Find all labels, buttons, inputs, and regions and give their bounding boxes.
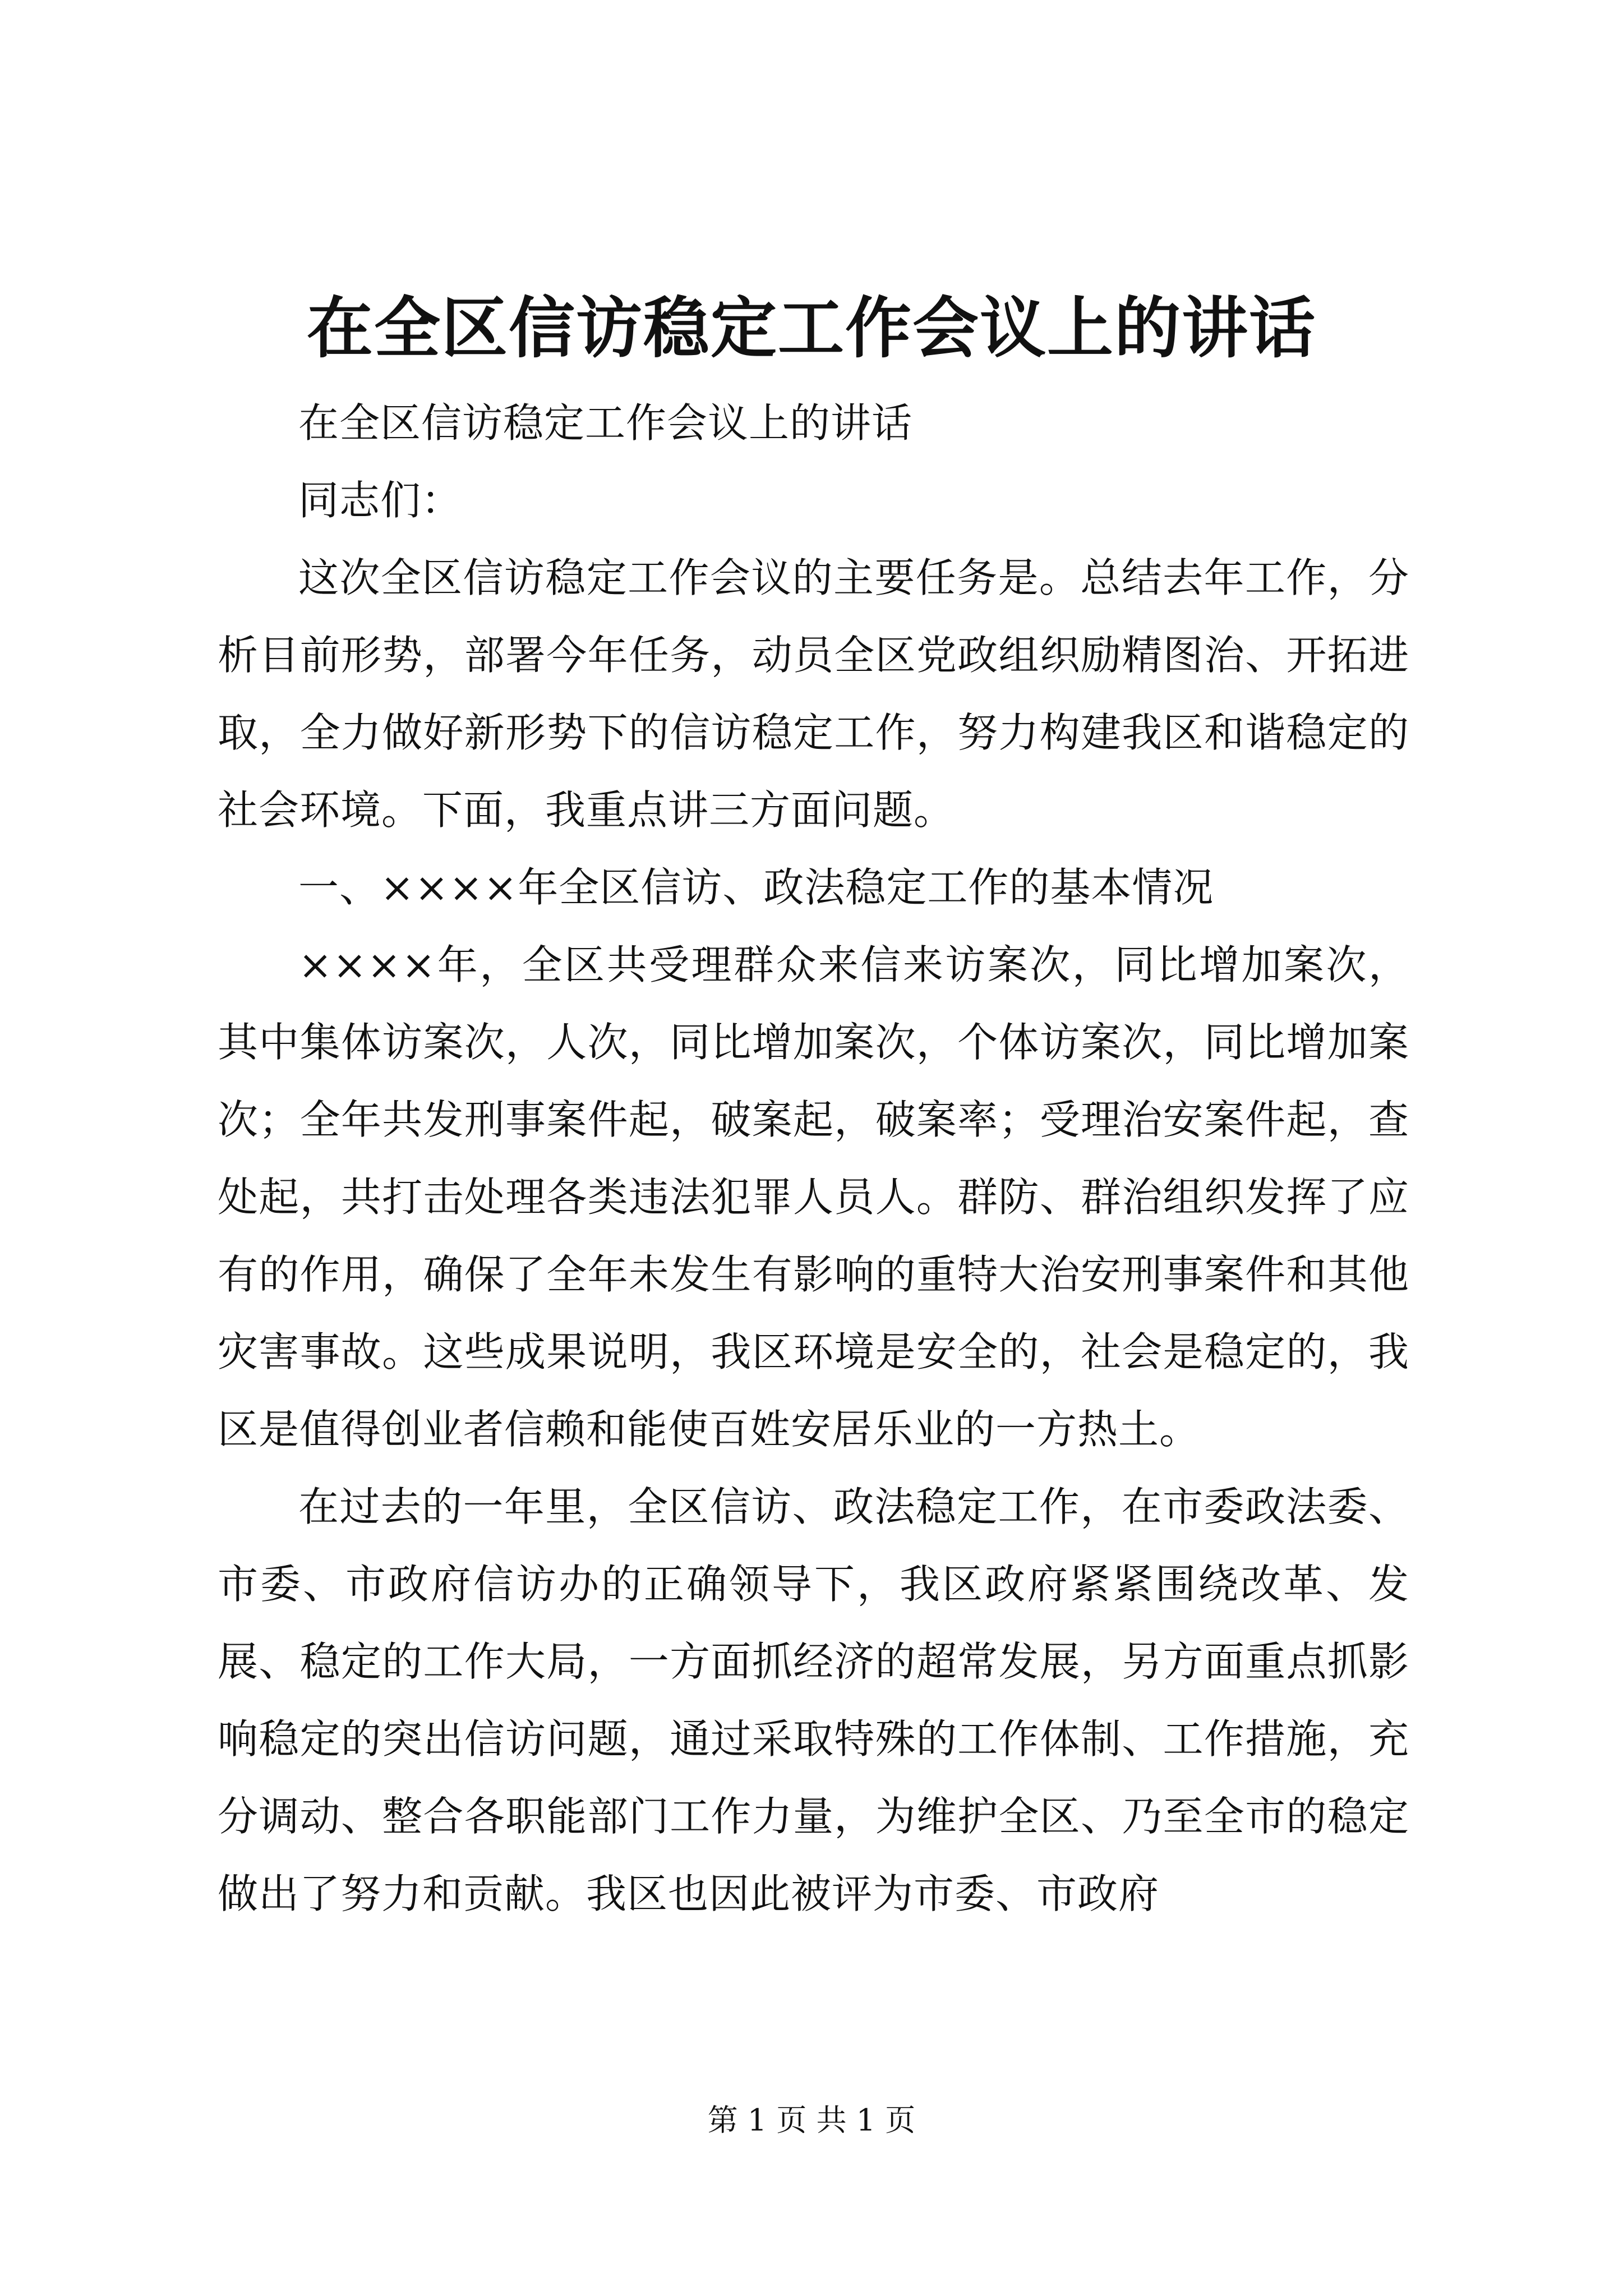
document-title: 在全区信访稳定工作会议上的讲话 <box>306 289 1316 367</box>
salutation-paragraph: 同志们： <box>298 477 463 524</box>
section-heading: 一、××××年全区信访、政法稳定工作的基本情况 <box>298 864 1214 911</box>
body-paragraph: ××××年，全区共受理群众来信来访案次，同比增加案次，其中集体访案次，人次，同比增加案次，个体访案次，同比增加案次；全年共发刑事案件起，破案起，破案率；受理治安案件起，查处起，共打击处理各类违法犯罪人员人。群防、群治组织发挥了应有的作用，确保了全年未发生有影响的重特大治安刑事案件和其他灾害事故。这些成果说明，我区环境是安全的，社会是稳定的，我区是值得创业者信赖和能使百姓安居乐业的一方热土。 <box>218 941 1409 1453</box>
subtitle-paragraph: 在全区信访稳定工作会议上的讲话 <box>298 399 913 447</box>
document-body <box>218 384 1409 1932</box>
body-paragraph: 在过去的一年里，全区信访、政法稳定工作，在市委政法委、市委、市政府信访办的正确领导下，我区政府紧紧围绕改革、发展、稳定的工作大局，一方面抓经济的超常发展，另方面重点抓影响稳定的突出信访问题，通过采取特殊的工作体制、工作措施，充分调动、整合各职能部门工作力量，为维护全区、乃至全市的稳定做出了努力和贡献。我区也因此被评为市委、市政府 <box>218 1483 1409 1917</box>
page-footer: 第 1 页 共 1 页 <box>707 2102 916 2138</box>
body-paragraph: 这次全区信访稳定工作会议的主要任务是。总结去年工作，分析目前形势，部署今年任务，动员全区党政组织励精图治、开拓进取，全力做好新形势下的信访稳定工作，努力构建我区和谐稳定的社会环境。下面，我重点讲三方面问题。 <box>218 554 1409 834</box>
